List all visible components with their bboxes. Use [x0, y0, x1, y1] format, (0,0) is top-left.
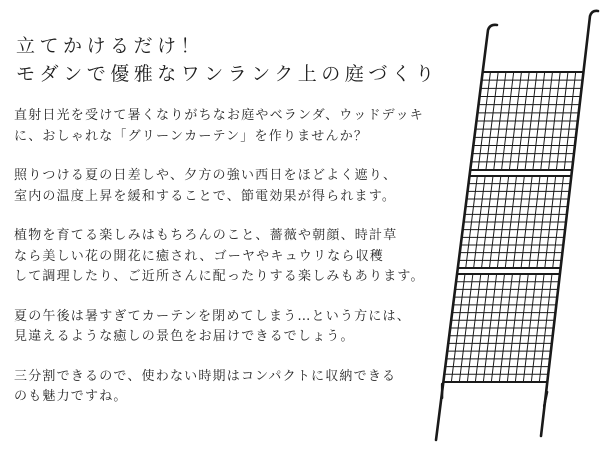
grid-wire-vertical — [525, 72, 537, 170]
grid-wire-vertical — [531, 274, 544, 382]
grid-wire-vertical — [529, 176, 540, 268]
paragraph-line: 夏の午後は暑すぎてカーテンを閉めてしまう…という方には、 — [14, 308, 411, 324]
grid-wire-vertical — [533, 72, 545, 170]
grid-wire-vertical — [521, 176, 532, 268]
grid-wire-vertical — [458, 176, 470, 268]
grid-wire-vertical — [545, 176, 556, 268]
grid-wire-vertical — [494, 72, 506, 170]
grid-wire-vertical — [515, 274, 528, 382]
grid-wire-vertical — [482, 176, 493, 268]
paragraph-line: のも魅力ですね。 — [14, 389, 128, 404]
headline — [16, 32, 439, 88]
trellis-frame — [436, 11, 598, 440]
grid-wire-vertical — [509, 72, 521, 170]
paragraph-line: なら美しい花の開花に癒され、ゴーヤやキュウリなら収穫 — [14, 248, 384, 264]
grid-wire-vertical — [517, 72, 529, 170]
grid-wire-vertical — [505, 176, 516, 268]
paragraph-line: 見違えるような癒しの景色をお届けできるでしょう。 — [14, 329, 355, 344]
grid-wire-vertical — [502, 72, 514, 170]
paragraph-line: して調理したり、ご近所さんに配ったりする楽しみもあります。 — [14, 269, 425, 284]
paragraph-line: 三分割できるので、使わない時期はコンパクトに収納できる — [14, 368, 397, 384]
trellis-right-foot — [544, 392, 547, 406]
grid-wire-vertical — [556, 72, 568, 170]
paragraph-line: 植物を育てる楽しみはもちろんのこと、薔薇や朝顔、時計草 — [14, 228, 398, 243]
paragraph-shade — [14, 166, 454, 207]
grid-wire-vertical — [486, 72, 498, 170]
paragraph-storage — [14, 367, 454, 408]
grid-wire-vertical — [507, 274, 520, 382]
paragraph-line: 室内の温度上昇を緩和することで、節電効果が得られます。 — [14, 188, 397, 204]
grid-wire-vertical — [470, 72, 482, 170]
paragraph-intro — [14, 106, 454, 147]
grid-wire-vertical — [564, 72, 576, 170]
grid-wire-vertical — [489, 176, 500, 268]
grid-wire-vertical — [491, 274, 504, 382]
grid-wire-vertical — [561, 176, 572, 268]
grid-wire-vertical — [549, 72, 561, 170]
grid-wire-vertical — [466, 176, 478, 268]
grid-wire-vertical — [467, 274, 480, 382]
paragraph-afternoon — [14, 307, 454, 348]
grid-wire-vertical — [478, 72, 490, 170]
paragraph-line: 照りつける夏の日差しや、夕方の強い西日をほどよく遮り、 — [14, 168, 398, 183]
grid-wire-vertical — [572, 72, 583, 170]
paragraph-line: に、おしゃれな「グリーンカーテン」を作りませんか？ — [14, 128, 369, 144]
grid-wire-vertical — [539, 274, 552, 382]
grid-wire-vertical — [537, 176, 548, 268]
headline-line-1: 立てかけるだけ！ — [16, 35, 205, 57]
grid-wire-vertical — [459, 274, 473, 382]
grid-wire-vertical — [474, 176, 486, 268]
paragraph-line: 直射日光を受けて暑くなりがちなお庭やベランダ、ウッドデッキ — [14, 108, 424, 123]
grid-wire-vertical — [553, 176, 564, 268]
headline-line-2: モダンで優雅なワンランク上の庭づくり — [16, 63, 439, 85]
trellis-grid-panels — [443, 72, 583, 382]
grid-wire-vertical — [499, 274, 512, 382]
paragraph-plants — [14, 226, 454, 288]
grid-wire-vertical — [523, 274, 536, 382]
grid-wire-vertical — [513, 176, 524, 268]
description-body — [14, 106, 454, 427]
grid-wire-vertical — [475, 274, 488, 382]
grid-wire-vertical — [541, 72, 553, 170]
grid-wire-vertical — [483, 274, 496, 382]
trellis-right-rail — [541, 11, 598, 436]
grid-wire-vertical — [497, 176, 508, 268]
grid-wire-vertical — [547, 274, 560, 382]
